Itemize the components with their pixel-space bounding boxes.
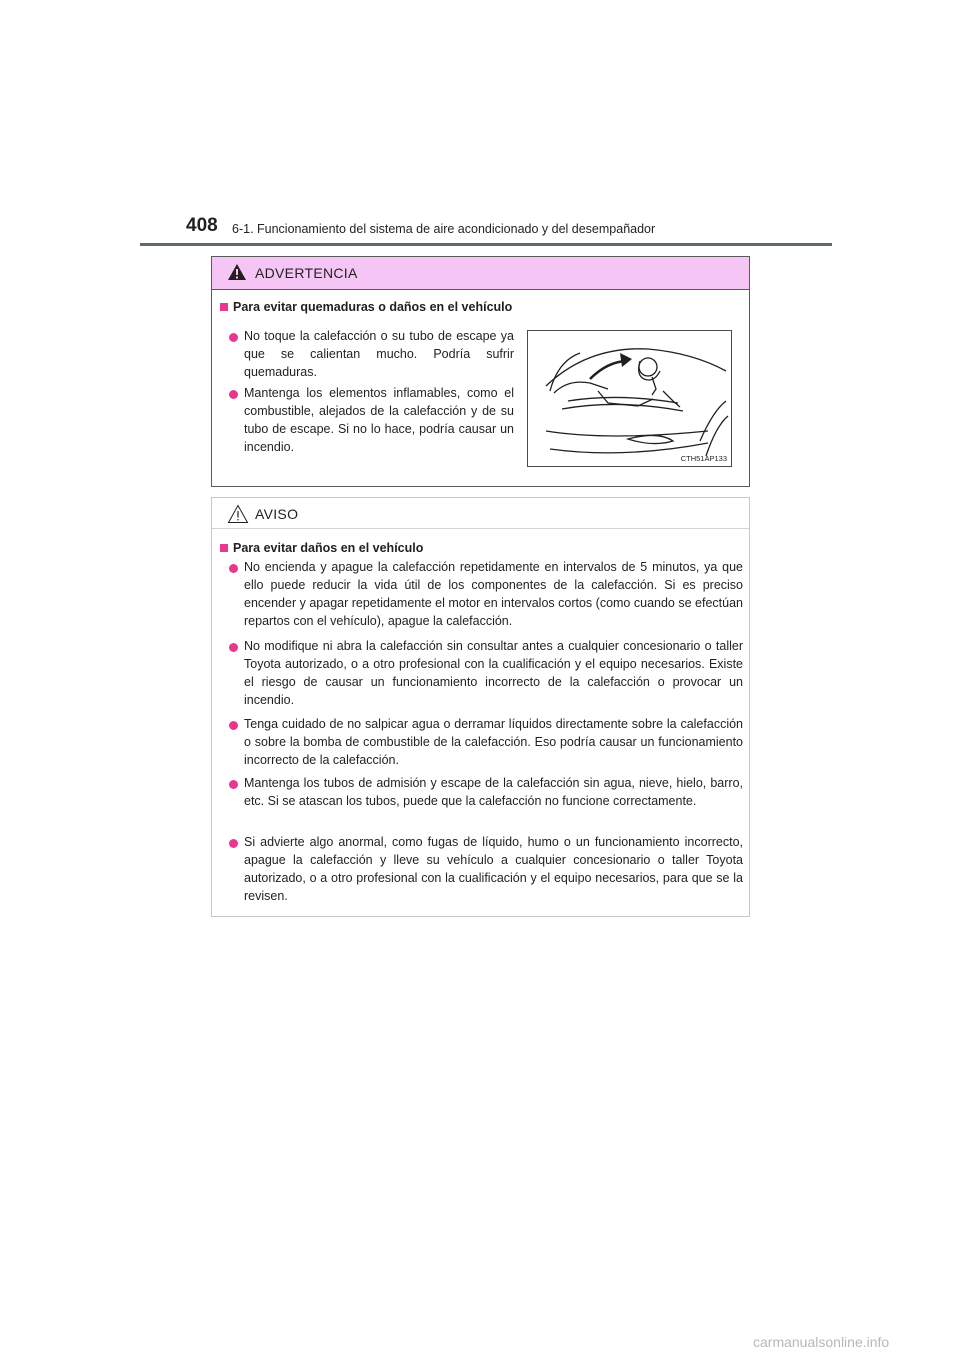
square-bullet-icon	[220, 544, 228, 552]
notice-header	[212, 498, 749, 529]
notice-item-4: Mantenga los tubos de admisión y escape de la calefacción sin agua, nieve, hielo, barro, etc. Si se atascan los tubos, puede que la calefacción no funcione correctamente.	[244, 776, 743, 808]
warning-triangle-filled-icon	[227, 263, 247, 281]
bullet-icon	[229, 721, 238, 730]
warning-item-2: Mantenga los elementos inflamables, como el combustible, alejados de la calefacción y de su tubo de escape. Si no lo hace, podría causar un incendio.	[244, 386, 514, 454]
bullet-icon	[229, 564, 238, 573]
car-front-heater-drawing-icon	[528, 331, 731, 466]
bullet-icon	[229, 643, 238, 652]
page-header	[0, 0, 960, 250]
bullet-icon	[229, 390, 238, 399]
warning-subheading	[220, 300, 512, 314]
notice-item-1: No encienda y apague la calefacción repetidamente en intervalos de 5 minutos, ya que ello puede reducir la vida útil de los componentes de la calefacción. Si es preciso encender y apagar repetidamente el motor en intervalos cortos (como cuando se efectúan repartos con el vehículo), apague la calefacción.	[244, 560, 743, 628]
bullet-icon	[229, 839, 238, 848]
notice-subheading	[220, 541, 423, 555]
section-title: 6-1. Funcionamiento del sistema de aire acondicionado y del desempañador	[232, 222, 656, 236]
warning-header	[212, 257, 749, 290]
notice-item-5: Si advierte algo anormal, como fugas de líquido, humo o un funcionamiento incorrecto, apague la calefacción y lleve su vehículo a cualquier concesionario o taller Toyota autorizado, o a otro profesional con la cualificación y el equipo necesarios, para que se la revisen.	[244, 835, 743, 903]
page-number: 408	[186, 215, 218, 236]
notice-item-2: No modifique ni abra la calefacción sin consultar antes a cualquier concesionario o taller Toyota autorizado, o a otro profesional con la cualificación y el equipo necesarios. Existe el riesgo de causar un funcionamiento incorrecto de la calefacción o provocar un incendio.	[244, 639, 743, 707]
warning-item-1: No toque la calefacción o su tubo de escape ya que se calientan mucho. Podría sufrir quemaduras.	[244, 329, 514, 379]
caution-triangle-outline-icon	[227, 504, 249, 524]
heater-illustration	[527, 330, 732, 467]
warning-title: ADVERTENCIA	[255, 265, 358, 281]
warning-heading-text: Para evitar quemaduras o daños en el vehículo	[233, 300, 513, 314]
bullet-icon	[229, 780, 238, 789]
header-rule	[140, 243, 832, 246]
illustration-code: CTH51AP133	[680, 454, 727, 463]
bullet-icon	[229, 333, 238, 342]
notice-heading-text: Para evitar daños en el vehículo	[233, 541, 424, 555]
notice-item-3: Tenga cuidado de no salpicar agua o derramar líquidos directamente sobre la calefacción o sobre la bomba de combustible de la calefacción. Eso podría causar un funcionamiento incorrecto de la calefacción.	[244, 717, 743, 767]
notice-title: AVISO	[255, 506, 299, 522]
footer-watermark[interactable]: carmanualsonline.info	[753, 1334, 890, 1350]
square-bullet-icon	[220, 303, 228, 311]
